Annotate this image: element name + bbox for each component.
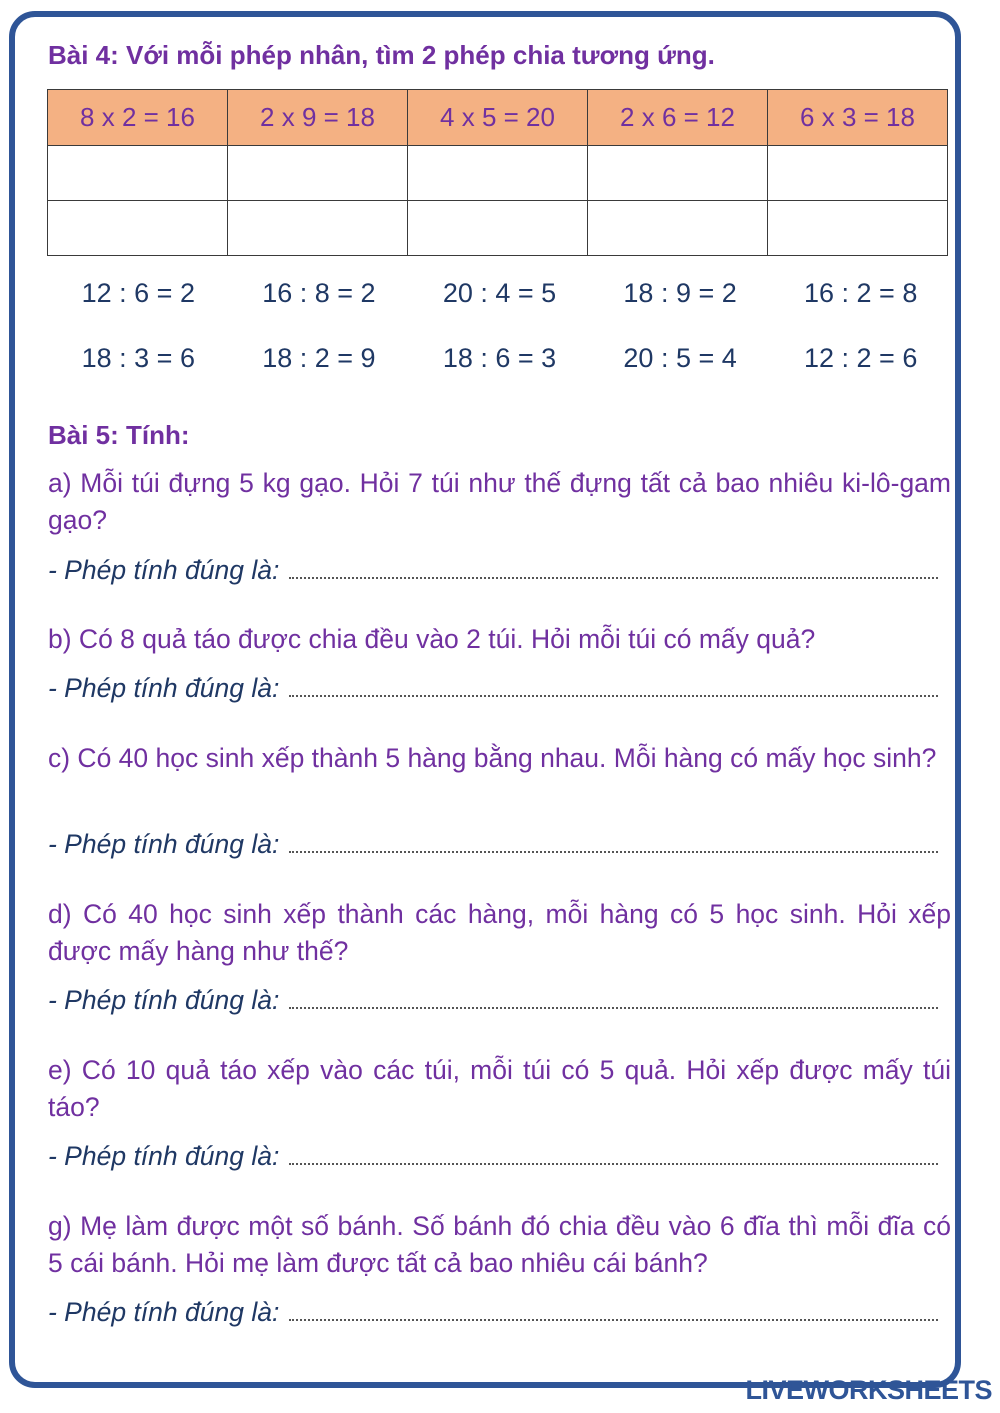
drop-cell[interactable] [588,201,768,256]
table-header-row [48,90,948,146]
question-c: c) Có 40 học sinh xếp thành 5 hàng bằng nhau. Mỗi hàng có mấy học sinh? [48,743,937,773]
drop-cell[interactable] [48,201,228,256]
draggable-division-option[interactable]: 12 : 6 = 2 [81,278,195,308]
question-a: a) Mỗi túi đựng 5 kg gạo. Hỏi 7 túi như thế đựng tất cả bao nhiêu ki-lô-gam gạo? [48,468,951,535]
drop-cell[interactable] [228,201,408,256]
answer-label: - Phép tính đúng là: [48,1141,280,1171]
answer-label: - Phép tính đúng là: [48,673,280,703]
draggable-division-option[interactable]: 18 : 3 = 6 [81,343,195,373]
answer-input-b[interactable] [289,675,938,697]
division-options-row-1 [48,278,951,309]
answer-input-a[interactable] [289,557,938,579]
answer-line-d [48,985,938,1016]
table-header-cell: 2 x 9 = 18 [228,90,408,146]
answer-label: - Phép tính đúng là: [48,555,280,585]
liveworksheets-logo: LIVEWORKSHEETS [745,1375,992,1405]
exercise-5-title: Bài 5: Tính: [48,420,190,450]
question-b: b) Có 8 quả táo được chia đều vào 2 túi. Hỏi mỗi túi có mấy quả? [48,624,816,654]
table-header-cell: 6 x 3 = 18 [768,90,948,146]
draggable-division-option[interactable]: 18 : 9 = 2 [623,278,737,308]
draggable-division-option[interactable]: 20 : 5 = 4 [623,343,737,373]
drop-cell[interactable] [768,146,948,201]
draggable-division-option[interactable]: 18 : 6 = 3 [442,343,557,373]
question-g: g) Mẹ làm được một số bánh. Số bánh đó chia đều vào 6 đĩa thì mỗi đĩa có 5 cái bánh. Hỏi mẹ làm được tất cả bao nhiêu cái bánh? [48,1211,951,1278]
answer-label: - Phép tính đúng là: [48,829,280,859]
answer-line-b [48,673,938,704]
table-row [48,146,948,201]
answer-input-e[interactable] [289,1143,938,1165]
drop-cell[interactable] [48,146,228,201]
draggable-division-option[interactable]: 16 : 2 = 8 [804,278,918,308]
question-e: e) Có 10 quả táo xếp vào các túi, mỗi túi có 5 quả. Hỏi xếp được mấy túi táo? [48,1055,951,1122]
answer-line-a [48,555,938,586]
exercise-4-title: Bài 4: Với mỗi phép nhân, tìm 2 phép chia tương ứng. [48,40,715,70]
division-options-row-2 [48,343,951,374]
answer-line-c [48,829,938,860]
draggable-division-option[interactable]: 20 : 4 = 5 [442,278,557,308]
table-header-cell: 8 x 2 = 16 [48,90,228,146]
answer-line-g [48,1297,938,1328]
answer-input-d[interactable] [289,987,938,1009]
draggable-division-option[interactable]: 16 : 8 = 2 [262,278,376,308]
answer-label: - Phép tính đúng là: [48,985,280,1015]
question-d: d) Có 40 học sinh xếp thành các hàng, mỗi hàng có 5 học sinh. Hỏi xếp được mấy hàng như thế? [48,899,951,966]
multiplication-table [47,89,948,256]
drop-cell[interactable] [588,146,768,201]
table-header-cell: 4 x 5 = 20 [408,90,588,146]
answer-line-e [48,1141,938,1172]
drop-cell[interactable] [408,146,588,201]
table-row [48,201,948,256]
answer-input-g[interactable] [289,1299,938,1321]
drop-cell[interactable] [408,201,588,256]
draggable-division-option[interactable]: 12 : 2 = 6 [804,343,918,373]
drop-cell[interactable] [228,146,408,201]
table-header-cell: 2 x 6 = 12 [588,90,768,146]
drop-cell[interactable] [768,201,948,256]
answer-input-c[interactable] [289,831,938,853]
answer-label: - Phép tính đúng là: [48,1297,280,1327]
draggable-division-option[interactable]: 18 : 2 = 9 [262,343,376,373]
